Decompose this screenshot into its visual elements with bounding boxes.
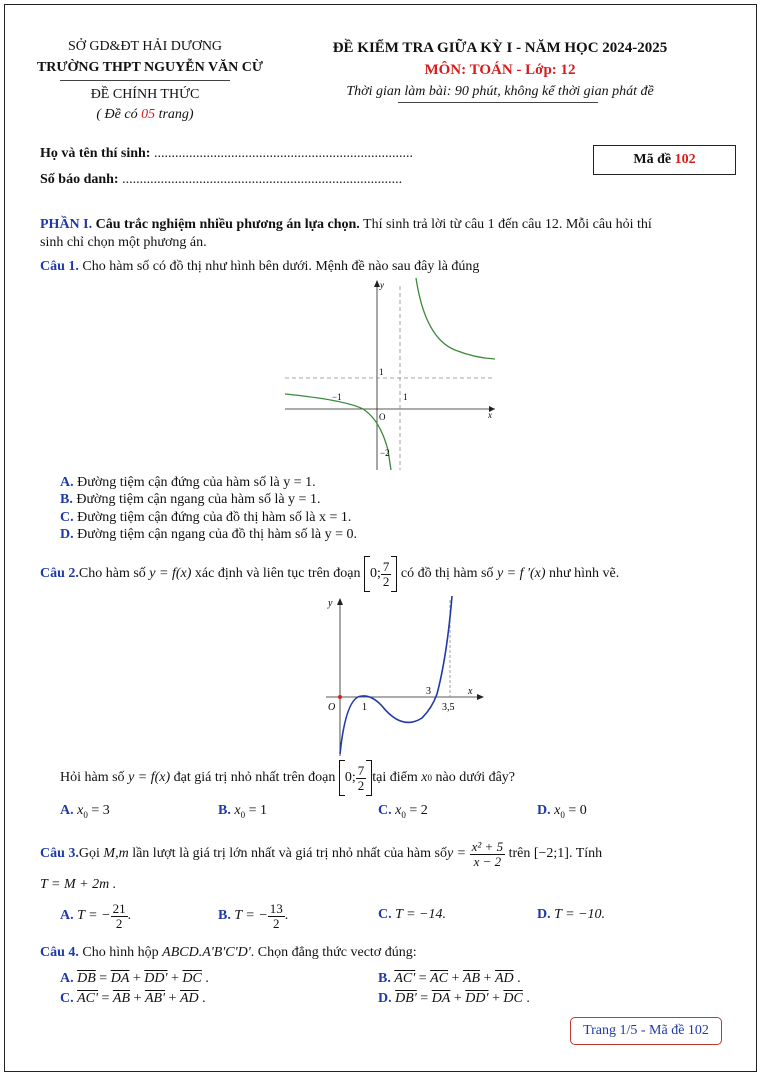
q1-stem: Câu 1. Cho hàm số có đồ thị như hình bên dưới. Mệnh đề nào sau đây là đúng [40,259,480,274]
q2-option-a[interactable]: A. $x_0 = 3$ [60,803,110,820]
exam-code-box: Mã đề 102 [593,145,736,175]
q4-option-d[interactable]: D. $DB' = \overline{DA} + DD' + \overline{DC}$ . [378,991,530,1006]
q4-option-a[interactable]: A. $\overline{DB} = \overline{DA} + DD' + \overline{DC}$ . [60,971,209,986]
official-label: ĐỀ CHÍNH THỨC [90,87,200,102]
q2-origin: O [328,702,336,713]
q2-graph [322,596,487,761]
header-rule-right [398,102,598,103]
page-footer-badge: Trang 1/5 - Mã đề 102 [570,1017,722,1045]
q2-option-c[interactable]: C. $x_0 = 2$ [378,803,428,820]
q2-x-label: x [468,686,473,697]
q4-stem: Câu 4. Cho hình hộp ABCD.A'B'C'D'. Chọn đẳng thức vectơ đúng: [40,945,417,960]
dept-name: SỞ GD&ĐT HẢI DƯƠNG [67,39,223,54]
q4-option-b[interactable]: B. $AC' = \overline{AC} + \overline{AB} + \overline{AD}$ . [378,971,521,986]
q3-expression: T = M + 2m . [40,877,117,892]
q1-option-b[interactable]: B. Đường tiệm cận ngang của hàm số là y = 1. [60,492,321,507]
q3-stem: Câu 3. Gọi M , m lần lượt là giá trị lớn nhất và giá trị nhỏ nhất của hàm số y = $\frac{\text{x² + 5}}{x - 2}$ trên [−2;1] . Tính [40,838,603,869]
q4-option-c[interactable]: C. $AC' = \overline{AB} + AB' + \overline{AD}$ . [60,991,206,1006]
student-name-line: Họ và tên thí sinh: .......................................................................... [40,146,413,161]
header-rule [60,80,230,81]
time-note: Thời gian làm bài: 90 phút, không kể thời gian phát đề [346,84,654,99]
page-count: ( Đề có 05 trang) [96,107,194,122]
q1-option-c[interactable]: C. Đường tiệm cận đứng của đồ thị hàm số là x = 1. [60,510,352,525]
q3-option-a[interactable]: A. T = − $\frac{21}{2}$ . [60,900,132,931]
q2-tick-1: 1 [362,702,367,713]
exam-title: ĐỀ KIỂM TRA GIỮA KỲ I - NĂM HỌC 2024-2025 [332,40,668,56]
part1-instructions: PHẦN I. Câu trắc nghiệm nhiều phương án lựa chọn. Thí sinh trả lời từ câu 1 đến câu 12. Mỗi câu hỏi thí sinh chỉ chọn một phương án. [40,217,652,250]
q1-graph [285,278,500,473]
q3-option-c[interactable]: C. T = −14. [378,907,447,922]
student-id-line: Số báo danh: ................................................................................ [40,172,403,187]
q3-option-d[interactable]: D. T = −10. [537,907,606,922]
q2-option-b[interactable]: B. $x_0 = 1$ [218,803,267,820]
q1-option-a[interactable]: A. Đường tiệm cận đứng của hàm số là y = 1. [60,475,316,490]
q1-tick-neg1: −1 [332,392,342,402]
q1-tick-neg2: −2 [380,448,390,458]
q1-origin: O [379,412,386,422]
q2-tick-3: 3 [426,686,431,697]
q2-tick-35: 3,5 [442,702,455,713]
q2-question: Hỏi hàm số y = f(x) đạt giá trị nhỏ nhất trên đoạn 0; $\frac{7}{2}$ tại điểm x 0 nào dưới đây? [60,758,515,798]
q1-tick-1: 1 [379,367,384,377]
subject-title: MÔN: TOÁN - Lớp: 12 [424,62,576,78]
q2-y-label: y [328,598,333,609]
q1-tick-x1: 1 [403,392,408,402]
q1-y-label: y [380,280,384,290]
q1-option-d[interactable]: D. Đường tiệm cận ngang của đồ thị hàm số là y = 0. [60,527,358,542]
q2-option-d[interactable]: D. $x_0 = 0$ [537,803,587,820]
q1-x-label: x [488,410,492,420]
q3-option-b[interactable]: B. T = − $\frac{13}{2}$ . [218,900,289,931]
school-name: TRƯỜNG THPT NGUYỄN VĂN CỪ [36,60,264,75]
q2-stem: Câu 2. Cho hàm số y = f(x) xác định và liên tục trên đoạn 0; $\frac{7}{2}$ có đồ thị hàm số y = f '(x) như hình vẽ. [40,554,619,594]
